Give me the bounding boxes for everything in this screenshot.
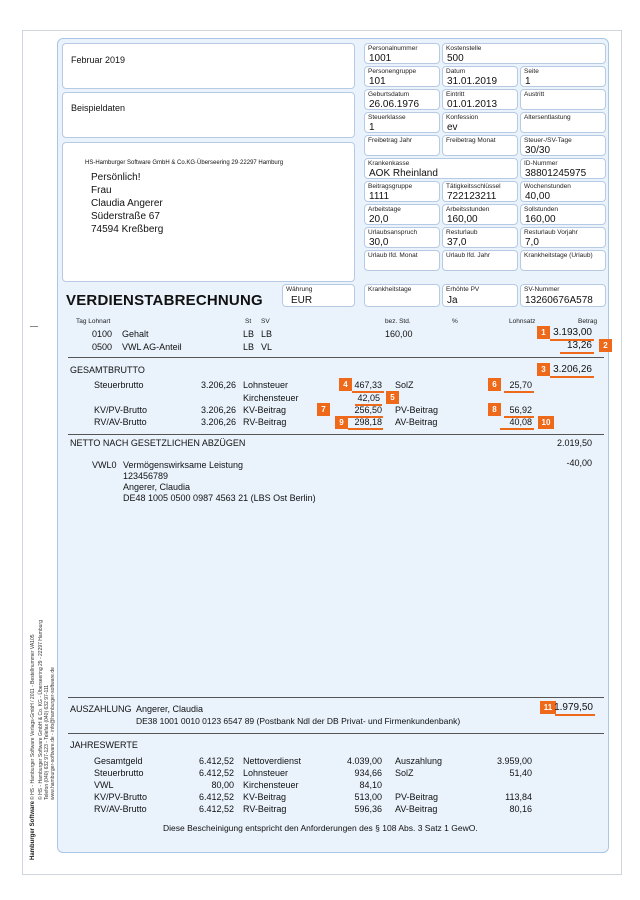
period-text: Februar 2019 <box>71 55 126 65</box>
side-web: www.hamburger-software.de - info@hamburger-software.de <box>50 667 56 800</box>
year-value: 80,00 <box>211 780 234 790</box>
field-austritt <box>520 89 606 110</box>
year-value: 84,10 <box>359 780 382 790</box>
field-label: Sollstunden <box>524 206 558 213</box>
side-contact: Telefon (040) 632 97-123 - Telefax (040) 632 97-111 <box>44 684 50 800</box>
marker-badge: 6 <box>488 378 501 391</box>
av-beitrag-value: 40,08 <box>509 417 532 427</box>
field-label: Resturlaub <box>446 229 478 236</box>
lohnsteuer-label: Lohnsteuer <box>243 380 289 390</box>
col-bez-std: bez. Std. <box>385 318 411 325</box>
field-label: Wochenstunden <box>524 183 571 190</box>
field-value: 30/30 <box>525 145 551 156</box>
year-value: 51,40 <box>509 768 532 778</box>
field-value: 30,0 <box>369 237 389 248</box>
year-value: 113,84 <box>505 792 532 802</box>
field-datum <box>442 66 518 87</box>
field-value: 7,0 <box>525 237 539 248</box>
year-label: KV-Beitrag <box>243 792 287 802</box>
field-label: SV-Nummer <box>524 286 560 293</box>
col-st: St <box>245 318 252 325</box>
address-box <box>62 142 355 282</box>
auszahlung-label: AUSZAHLUNG <box>70 704 132 714</box>
fold-mark <box>30 326 38 327</box>
year-value: 80,16 <box>509 804 532 814</box>
field-label: Krankheitstage (Urlaub) <box>524 252 593 259</box>
col-betrag: Betrag <box>578 318 598 325</box>
year-label: AV-Beitrag <box>395 804 438 814</box>
field-kostenstelle <box>442 43 606 64</box>
field-label: Kostenstelle <box>446 45 482 52</box>
marker-badge: 10 <box>538 416 554 429</box>
pv-beitrag-value: 56,92 <box>509 405 532 415</box>
kirchensteuer-label: Kirchensteuer <box>243 393 299 403</box>
footer-note: Diese Bescheinigung entspricht den Anforderungen des § 108 Abs. 3 Satz 1 GewO. <box>163 823 478 833</box>
field-label: ID-Nummer <box>524 160 558 167</box>
netto-value: 2.019,50 <box>556 438 592 448</box>
field-beitragsgruppe <box>364 181 440 202</box>
field-wochenstunden <box>520 181 606 202</box>
auszahlung-name: Angerer, Claudia <box>136 704 204 714</box>
vwl-name: Vermögenswirksame Leistung <box>123 460 244 470</box>
vwl-holder: Angerer, Claudia <box>123 482 191 492</box>
field-value: 1 <box>369 122 375 133</box>
year-label: VWL <box>94 780 114 790</box>
currency-box <box>282 284 355 307</box>
field-steuer-sv-tage <box>520 135 606 156</box>
address-line-1: Persönlich! <box>91 172 141 183</box>
field-value: ev <box>447 122 458 133</box>
field-label: Krankenkasse <box>368 160 410 167</box>
side-form-note: © HS - Hamburger Software Verlags-GmbH / 2011 - Bestellnummer VA105 <box>30 634 36 800</box>
field-krankheitstage-urlaub <box>520 250 606 271</box>
field-label: Eintritt <box>446 91 465 98</box>
field-label: Personengruppe <box>368 68 417 75</box>
address-line-4: Süderstraße 67 <box>91 211 160 222</box>
field-urlaub-lfd-jahr <box>442 250 518 271</box>
amount-underline <box>504 391 534 393</box>
pv-beitrag-label: PV-Beitrag <box>395 405 439 415</box>
currency-label: Währung <box>286 286 313 293</box>
sample-box <box>62 92 355 138</box>
field-freibetrag-monat <box>442 135 518 156</box>
wage-name: Gehalt <box>122 329 149 339</box>
year-value: 6.412,52 <box>198 804 234 814</box>
wage-std: 160,00 <box>385 329 413 339</box>
auszahlung-bank: DE38 1001 0010 0123 6547 89 (Postbank Ndl der DB Privat- und Firmenkundenbank) <box>136 716 461 726</box>
field-seite <box>520 66 606 87</box>
field-resturlaub <box>442 227 518 248</box>
field-arbeitstage <box>364 204 440 225</box>
section-divider <box>68 357 604 358</box>
marker-badge: 3 <box>537 363 550 376</box>
field-label: Konfession <box>446 114 479 121</box>
field-label: Resturlaub Vorjahr <box>524 229 578 236</box>
field-taetigkeitsschluessel <box>442 181 518 202</box>
wage-code: 0500 <box>92 342 113 352</box>
field-value: 40,00 <box>525 191 551 202</box>
steuerbrutto-label: Steuerbrutto <box>94 380 144 390</box>
field-label: Urlaubsanspruch <box>368 229 418 236</box>
marker-badge: 4 <box>339 378 352 391</box>
steuerbrutto-value: 3.206,26 <box>200 380 236 390</box>
field-label: Beitragsgruppe <box>368 183 413 190</box>
field-value: 01.01.2013 <box>447 99 498 110</box>
wage-st: LB <box>243 329 255 339</box>
year-value: 6.412,52 <box>198 792 234 802</box>
section-divider <box>68 434 604 435</box>
field-label: Personalnummer <box>368 45 418 52</box>
document-title: VERDIENSTABRECHNUNG <box>66 292 263 309</box>
field-eintritt <box>442 89 518 110</box>
field-value: 13260676A578 <box>525 295 593 306</box>
field-personengruppe <box>364 66 440 87</box>
vwl-account: 123456789 <box>123 471 169 481</box>
amount-underline <box>560 352 594 354</box>
field-krankheitstage <box>364 284 440 307</box>
year-label: Kirchensteuer <box>243 780 299 790</box>
field-value: 26.06.1976 <box>369 99 420 110</box>
kv-beitrag-label: KV-Beitrag <box>243 405 287 415</box>
field-value: 37,0 <box>447 237 467 248</box>
field-resturlaub-vorjahr <box>520 227 606 248</box>
field-sollstunden <box>520 204 606 225</box>
field-value: Ja <box>447 295 458 306</box>
company-logo: Hamburger Software <box>30 800 36 860</box>
sample-text: Beispieldaten <box>71 103 126 113</box>
field-krankenkasse <box>364 158 518 179</box>
rvav-brutto-value: 3.206,26 <box>200 417 236 427</box>
field-label: Freibetrag Monat <box>446 137 496 144</box>
field-label: Altersentlastung <box>524 114 571 121</box>
field-value: 1001 <box>369 53 392 64</box>
col-tag-lohnart: Tag Lohnart <box>76 318 111 325</box>
field-value: 500 <box>447 53 464 64</box>
marker-badge: 7 <box>317 403 330 416</box>
col-sv: SV <box>261 318 270 325</box>
field-value: 722123211 <box>447 191 497 202</box>
amount-underline <box>500 428 534 430</box>
field-label: Krankheitstage <box>368 286 412 293</box>
marker-badge: 9 <box>335 416 348 429</box>
field-label: Urlaub lfd. Jahr <box>446 252 491 259</box>
field-urlaubsanspruch <box>364 227 440 248</box>
section-divider <box>68 733 604 734</box>
sender-line: HS-Hamburger Software GmbH & Co.KG·Überseering 29·22297 Hamburg <box>85 160 284 166</box>
field-value: 1111 <box>369 191 390 202</box>
field-label: Arbeitsstunden <box>446 206 490 213</box>
side-copyright: © HS - Hamburger Software GmbH & Co. KG - Überseering 29 - 22297 Hamburg <box>38 620 44 800</box>
wage-code: 0100 <box>92 329 113 339</box>
field-label: Steuer-/SV-Tage <box>524 137 572 144</box>
year-label: SolZ <box>395 768 414 778</box>
year-label: RV-Beitrag <box>243 804 287 814</box>
year-label: RV/AV-Brutto <box>94 804 147 814</box>
gesamtbrutto-label: GESAMTBRUTTO <box>70 365 145 375</box>
field-label: Erhöhte PV <box>446 286 480 293</box>
field-value: 101 <box>369 76 386 87</box>
period-box <box>62 43 355 89</box>
auszahlung-value: 1.979,50 <box>554 702 593 713</box>
solz-value: 25,70 <box>509 380 532 390</box>
year-value: 3.959,00 <box>496 756 532 766</box>
year-label: Steuerbrutto <box>94 768 144 778</box>
address-line-2: Frau <box>91 185 112 196</box>
field-label: Urlaub lfd. Monat <box>368 252 418 259</box>
field-label: Tätigkeitsschlüssel <box>446 183 501 190</box>
wage-st: LB <box>243 342 255 352</box>
amount-underline <box>550 376 594 378</box>
field-value: 20,0 <box>369 214 389 225</box>
field-freibetrag-jahr <box>364 135 440 156</box>
field-label: Arbeitstage <box>368 206 401 213</box>
field-label: Seite <box>524 68 539 75</box>
lohnsteuer-value: 467,33 <box>354 380 382 390</box>
year-value: 596,36 <box>354 804 382 814</box>
field-sv-nummer <box>520 284 606 307</box>
marker-badge: 5 <box>386 391 399 404</box>
section-divider <box>68 697 604 698</box>
year-label: Gesamtgeld <box>94 756 143 766</box>
wage-sv: LB <box>261 329 273 339</box>
field-value: 160,00 <box>447 214 478 225</box>
field-label: Freibetrag Jahr <box>368 137 413 144</box>
year-label: Nettoverdienst <box>243 756 302 766</box>
field-value: 1 <box>525 76 531 87</box>
vwl-value: -40,00 <box>566 458 592 468</box>
field-label: Steuerklasse <box>368 114 406 121</box>
field-value: 160,00 <box>525 214 556 225</box>
kvpv-brutto-label: KV/PV-Brutto <box>94 405 148 415</box>
field-label: Geburtsdatum <box>368 91 410 98</box>
field-arbeitsstunden <box>442 204 518 225</box>
wage-name: VWL AG-Anteil <box>122 342 182 352</box>
rv-beitrag-value: 298,18 <box>354 417 382 427</box>
year-value: 513,00 <box>354 792 382 802</box>
marker-badge: 1 <box>537 326 550 339</box>
year-value: 6.412,52 <box>198 768 234 778</box>
currency-value: EUR <box>291 295 313 306</box>
kirchensteuer-value: 42,05 <box>357 393 380 403</box>
rv-beitrag-label: RV-Beitrag <box>243 417 287 427</box>
wage-sv: VL <box>261 342 273 352</box>
year-value: 934,66 <box>354 768 382 778</box>
field-id-nummer <box>520 158 606 179</box>
av-beitrag-label: AV-Beitrag <box>395 417 438 427</box>
gesamtbrutto-value: 3.206,26 <box>553 364 592 375</box>
vwl-iban: DE48 1005 0500 0987 4563 21 (LBS Ost Berlin) <box>123 493 316 503</box>
field-value: 38801245975 <box>525 168 587 179</box>
marker-badge: 11 <box>540 701 556 714</box>
field-altersentlastung <box>520 112 606 133</box>
year-label: Lohnsteuer <box>243 768 289 778</box>
field-personalnummer <box>364 43 440 64</box>
netto-label: NETTO NACH GESETZLICHEN ABZÜGEN <box>70 438 246 448</box>
wage-amount: 13,26 <box>566 340 592 351</box>
year-value: 6.412,52 <box>198 756 234 766</box>
rvav-brutto-label: RV/AV-Brutto <box>94 417 147 427</box>
field-konfession <box>442 112 518 133</box>
address-line-3: Claudia Angerer <box>91 198 163 209</box>
year-value: 4.039,00 <box>346 756 382 766</box>
year-label: Auszahlung <box>395 756 443 766</box>
field-label: Datum <box>446 68 466 75</box>
solz-label: SolZ <box>395 380 414 390</box>
field-value: 31.01.2019 <box>447 76 498 87</box>
kvpv-brutto-value: 3.206,26 <box>200 405 236 415</box>
marker-badge: 2 <box>599 339 612 352</box>
col-lohnsatz: Lohnsatz <box>509 318 536 325</box>
amount-underline <box>348 428 383 430</box>
field-erhoehte-pv <box>442 284 518 307</box>
kv-beitrag-value: 256,50 <box>354 405 382 415</box>
marker-badge: 8 <box>488 403 501 416</box>
year-label: PV-Beitrag <box>395 792 439 802</box>
wage-amount: 3.193,00 <box>553 327 592 338</box>
field-label: Austritt <box>524 91 545 98</box>
field-urlaub-lfd-monat <box>364 250 440 271</box>
field-geburtsdatum <box>364 89 440 110</box>
field-steuerklasse <box>364 112 440 133</box>
amount-underline <box>555 714 595 716</box>
field-value: AOK Rheinland <box>369 168 438 179</box>
jahreswerte-label: JAHRESWERTE <box>70 740 138 750</box>
col-percent: % <box>452 318 458 325</box>
vwl-code: VWL0 <box>92 460 117 470</box>
address-line-5: 74594 Kreßberg <box>91 224 164 235</box>
year-label: KV/PV-Brutto <box>94 792 148 802</box>
